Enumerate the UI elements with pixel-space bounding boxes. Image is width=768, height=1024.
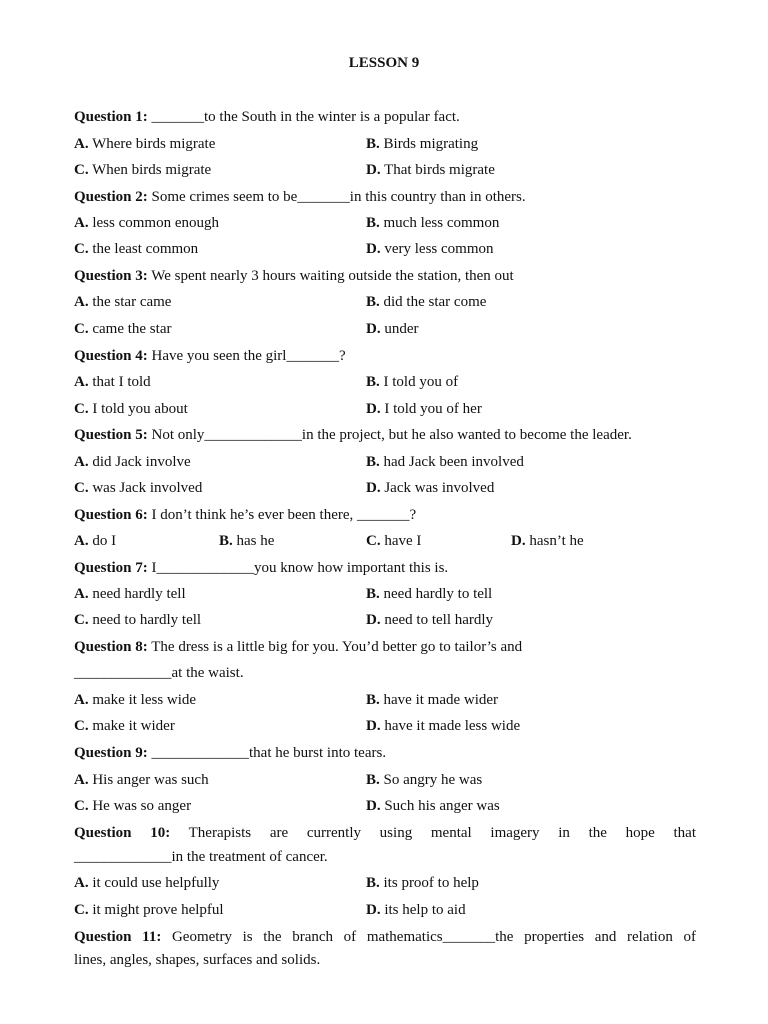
question-label: Question 3: — [74, 268, 148, 284]
option-c: C. have I — [366, 533, 422, 549]
question-6 — [74, 506, 696, 524]
question-label: Question 7: — [74, 560, 148, 576]
option-c: C. He was so anger — [74, 798, 192, 814]
question-label: Question 9: — [74, 745, 148, 761]
question-text: _______to the South in the winter is a popular fact. — [147, 109, 460, 125]
question-5 — [74, 426, 696, 444]
question-3 — [74, 267, 696, 285]
question-11 — [74, 928, 696, 946]
question-label: Question 5: — [74, 427, 148, 443]
question-label: Question 8: — [74, 639, 148, 655]
option-b: B. So angry he was — [366, 772, 483, 788]
option-b: B. have it made wider — [366, 692, 499, 708]
option-a: A. do I — [74, 533, 117, 549]
option-c: C. it might prove helpful — [74, 902, 224, 918]
option-a: A. that I told — [74, 374, 151, 390]
question-4 — [74, 347, 696, 365]
option-d: D. need to tell hardly — [366, 612, 494, 628]
question-8-continuation: _____________at the waist. — [74, 665, 244, 681]
option-c: C. When birds migrate — [74, 162, 212, 178]
option-b: B. its proof to help — [366, 875, 479, 891]
question-text: Some crimes seem to be_______in this country than in others. — [147, 189, 526, 205]
question-text: We spent nearly 3 hours waiting outside the station, then out — [147, 268, 514, 284]
option-d: D. That birds migrate — [366, 162, 495, 178]
question-label: Question 10: — [74, 825, 171, 841]
question-text: I don’t think he’s ever been there, _______? — [147, 507, 417, 523]
option-d: D. Jack was involved — [366, 480, 495, 496]
option-d: D. I told you of her — [366, 401, 482, 417]
option-d: D. have it made less wide — [366, 718, 521, 734]
question-text: Have you seen the girl_______? — [147, 348, 346, 364]
option-d: D. its help to aid — [366, 902, 466, 918]
question-label: Question 2: — [74, 189, 148, 205]
question-8 — [74, 638, 696, 656]
question-10-continuation: _____________in the treatment of cancer. — [74, 849, 328, 865]
question-text: I_____________you know how important this is. — [147, 560, 449, 576]
option-a: A. make it less wide — [74, 692, 197, 708]
option-c: C. came the star — [74, 321, 172, 337]
option-c: C. make it wider — [74, 718, 175, 734]
option-b: B. I told you of — [366, 374, 459, 390]
option-a: A. less common enough — [74, 215, 219, 231]
option-b: B. did the star come — [366, 294, 487, 310]
option-d: D. under — [366, 321, 419, 337]
question-text: Not only_____________in the project, but he also wanted to become the leader. — [147, 427, 632, 443]
option-b: B. has he — [219, 533, 275, 549]
option-c: C. need to hardly tell — [74, 612, 202, 628]
lesson-title: LESSON 9 — [348, 55, 420, 71]
question-text: Therapists are currently using mental imagery in the hope that — [170, 825, 696, 841]
question-10 — [74, 824, 696, 842]
option-a: A. the star came — [74, 294, 172, 310]
option-b: B. much less common — [366, 215, 500, 231]
question-text: Geometry is the branch of mathematics_______the properties and relation of — [161, 929, 696, 945]
question-11-continuation: lines, angles, shapes, surfaces and solids. — [74, 952, 321, 968]
option-a: A. His anger was such — [74, 772, 209, 788]
question-2 — [74, 188, 696, 206]
option-b: B. need hardly to tell — [366, 586, 493, 602]
question-text: _____________that he burst into tears. — [147, 745, 387, 761]
question-label: Question 1: — [74, 109, 148, 125]
question-label: Question 4: — [74, 348, 148, 364]
option-a: A. need hardly tell — [74, 586, 186, 602]
option-b: B. Birds migrating — [366, 136, 479, 152]
option-c: C. the least common — [74, 241, 199, 257]
question-1 — [74, 108, 696, 126]
option-c: C. I told you about — [74, 401, 188, 417]
option-d: D. very less common — [366, 241, 494, 257]
option-d: D. Such his anger was — [366, 798, 500, 814]
question-9 — [74, 744, 696, 762]
option-a: A. it could use helpfully — [74, 875, 220, 891]
question-text: The dress is a little big for you. You’d better go to tailor’s and — [147, 639, 523, 655]
option-b: B. had Jack been involved — [366, 454, 524, 470]
question-label: Question 11: — [74, 929, 162, 945]
option-d: D. hasn’t he — [511, 533, 584, 549]
question-label: Question 6: — [74, 507, 148, 523]
question-7 — [74, 559, 696, 577]
option-c: C. was Jack involved — [74, 480, 203, 496]
option-a: A. Where birds migrate — [74, 136, 216, 152]
option-a: A. did Jack involve — [74, 454, 191, 470]
